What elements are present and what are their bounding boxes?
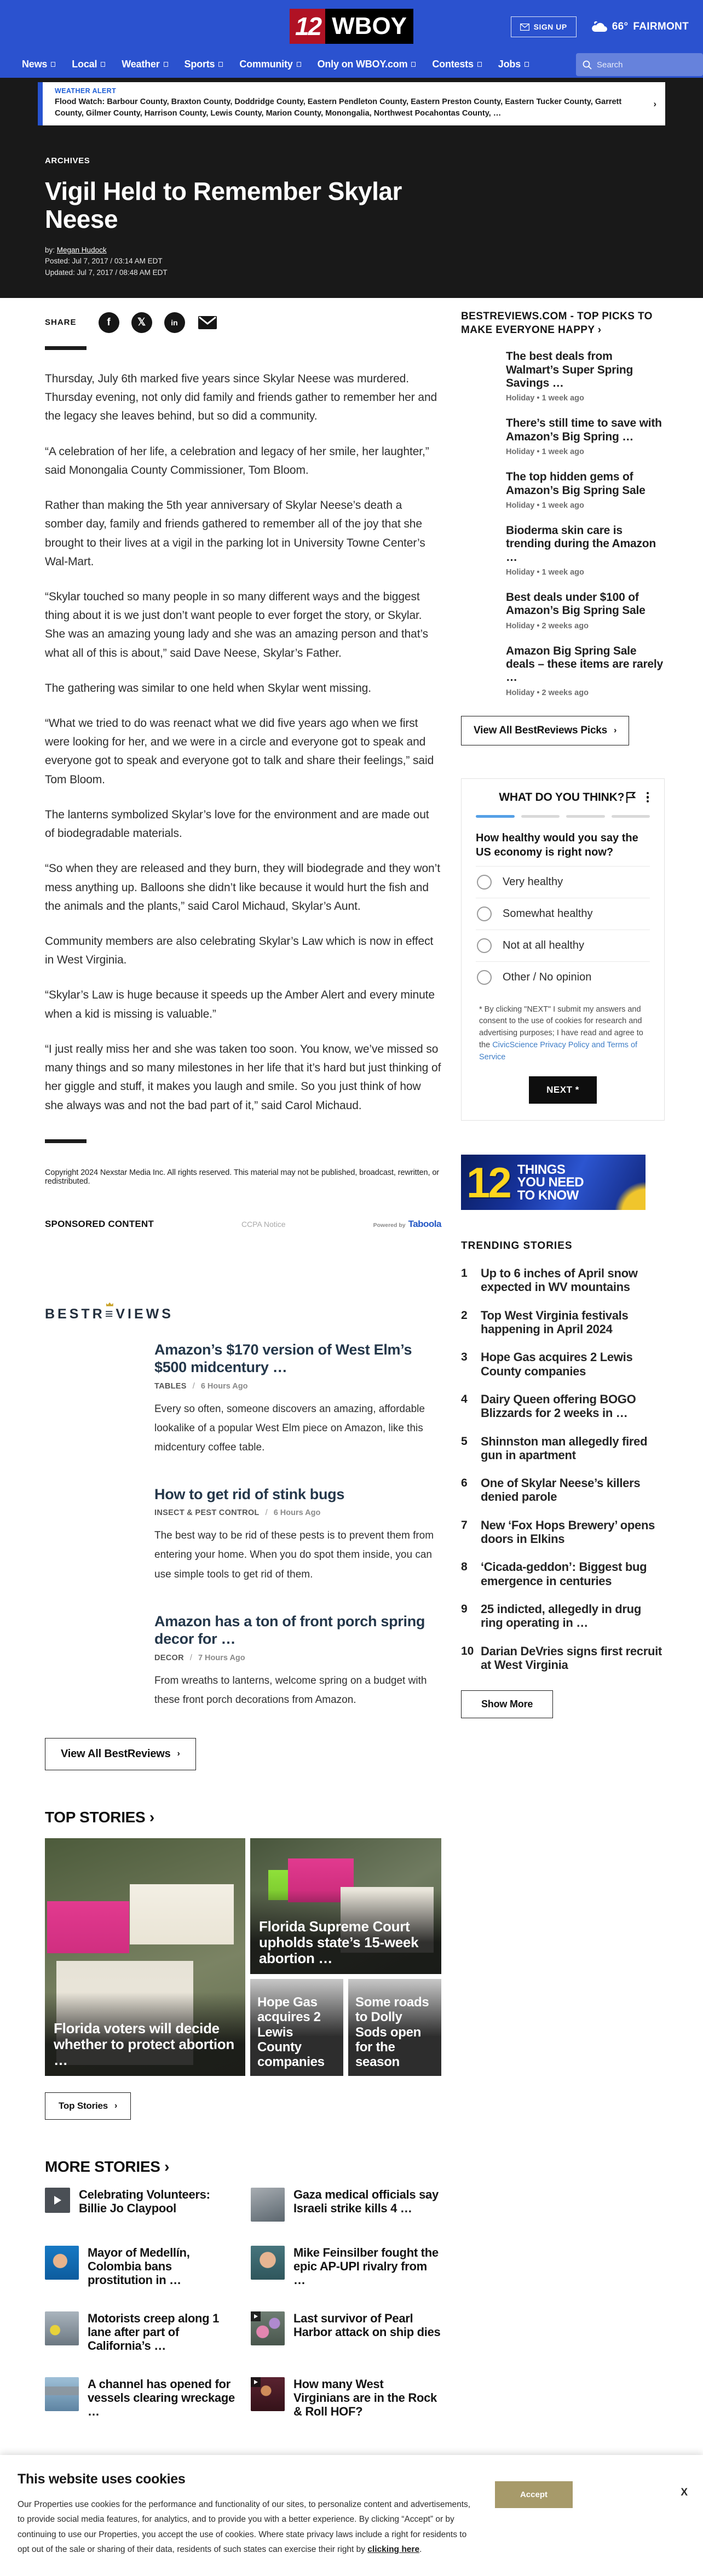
story-thumbnail xyxy=(45,2311,79,2345)
weather-alert-bar[interactable] xyxy=(38,82,665,125)
taboola-logo: Taboola xyxy=(408,1218,441,1229)
trending-item[interactable] xyxy=(461,1309,665,1336)
bestreviews-article-title[interactable]: Amazon has a ton of front porch spring decor for … xyxy=(154,1613,425,1648)
sidebar-item-title[interactable]: The best deals from Walmart’s Super Spring Savings … xyxy=(506,350,633,390)
page-title: Vigil Held to Remember Skylar Neese xyxy=(45,177,402,233)
dropdown-caret-icon xyxy=(51,62,55,67)
bestreviews-article-desc: Every so often, someone discovers an amazing, affordable lookalike of a popular West Elm piece on Amazon, like this midcentury coffee table. xyxy=(154,1403,425,1453)
banner-number: 12 xyxy=(466,1158,510,1207)
bestreviews-article-meta xyxy=(154,1382,441,1391)
search-input[interactable] xyxy=(597,60,684,70)
top-story-card[interactable] xyxy=(348,1979,441,2076)
linkedin-share-icon[interactable]: in xyxy=(164,312,185,333)
flag-icon[interactable] xyxy=(626,791,637,804)
cookie-heading: This website uses cookies xyxy=(18,2471,186,2487)
poll-option-label: Somewhat healthy xyxy=(503,907,593,920)
top-story-card[interactable] xyxy=(250,1979,343,2076)
weather-alert-text: Flood Watch: Barbour County, Braxton County, Doddridge County, Eastern Pendleton County, Eastern Preston County, Eastern Tucker County, Garrett County, Gilmer County, Harrison County, Lewis County, Marion County, Monongalia, Northwest Pocahontas County, … xyxy=(55,97,622,118)
article-paragraph: “Skylar’s Law is huge because it speeds up the Amber Alert and every minute when a kid is missing is valuable.” xyxy=(45,989,435,1020)
nav-item-sports[interactable]: Sports xyxy=(185,59,223,70)
story-title[interactable]: Mike Feinsilber fought the epic AP-UPI rivalry from … xyxy=(293,2245,439,2287)
trending-rank: 4 xyxy=(461,1392,468,1405)
list-item[interactable] xyxy=(45,2377,235,2419)
dropdown-caret-icon xyxy=(297,62,301,67)
progress-segment xyxy=(612,815,650,818)
bestreviews-article-title[interactable]: How to get rid of stink bugs xyxy=(154,1485,345,1502)
x-share-icon[interactable]: 𝕏 xyxy=(131,312,152,333)
list-item[interactable] xyxy=(45,2311,235,2353)
sidebar-item-title[interactable]: Best deals under $100 of Amazon’s Big Spring Sale xyxy=(506,590,646,617)
trending-title[interactable]: Dairy Queen offering BOGO Blizzards for 2 weeks in … xyxy=(481,1392,636,1420)
sidebar-item-meta: Holiday • 1 week ago xyxy=(506,447,584,457)
sidebar xyxy=(461,310,665,2449)
search-box[interactable] xyxy=(576,53,703,76)
sidebar-item[interactable] xyxy=(506,591,665,630)
view-all-bestreviews-button[interactable]: View All BestReviews › xyxy=(45,1738,196,1770)
list-item[interactable] xyxy=(251,2188,441,2222)
close-icon[interactable]: X xyxy=(681,2486,688,2498)
cookie-body-text: Our Properties use cookies for the performance and functionality of our sites, to personalize content and advertisements, to provide social media features, for analytics, and to provide you with a better experience. By clicking “Accept” or by continuing to use our Properties, you accept the use of cookies. Where state privacy laws include a right for residents to opt out of the sale or sharing of their data, residents of such states can exercise their right by clicking here. xyxy=(18,2499,471,2555)
poll-next-button[interactable]: NEXT * xyxy=(529,1076,597,1104)
station-logo-callsign: WBOY xyxy=(332,13,407,39)
civicscience-terms-link[interactable]: CivicScience Privacy Policy and Terms of Service xyxy=(479,1040,638,1062)
top-section xyxy=(0,0,703,298)
story-thumbnail xyxy=(251,2246,285,2280)
facebook-share-icon[interactable]: f xyxy=(99,312,119,333)
trending-title[interactable]: Shinnston man allegedly fired gun in apartment xyxy=(481,1434,648,1462)
story-title[interactable]: Mayor of Medellín, Colombia bans prostitution in … xyxy=(88,2245,190,2287)
masthead xyxy=(0,0,703,78)
trending-item[interactable] xyxy=(461,1435,665,1462)
trending-rank: 6 xyxy=(461,1477,468,1490)
article-paragraph: Thursday, July 6th marked five years since Skylar Neese was murdered. Thursday evening, not only did family and friends gather to remember her and the legacy she leaves behind, but so did a community. xyxy=(45,372,437,423)
list-item[interactable] xyxy=(251,2311,441,2353)
trending-rank: 1 xyxy=(461,1267,468,1280)
nav-item-only-on-wboy[interactable]: Only on WBOY.com xyxy=(318,59,416,70)
article-section-label: ARCHIVES xyxy=(45,156,90,166)
weather-alert-section xyxy=(0,78,703,137)
trending-title[interactable]: New ‘Fox Hops Brewery’ opens doors in Elkins xyxy=(481,1518,655,1546)
top-stories-right-column xyxy=(250,1838,441,2076)
story-title[interactable]: Motorists creep along 1 lane after part of California’s … xyxy=(88,2311,220,2353)
trending-item[interactable] xyxy=(461,1518,665,1546)
category-label[interactable]: TABLES xyxy=(154,1381,187,1391)
nav-items xyxy=(22,59,529,70)
play-icon xyxy=(251,2311,261,2321)
poll-option[interactable] xyxy=(476,898,650,930)
top-story-caption: Florida Supreme Court upholds state’s 15-week abortion … xyxy=(250,1890,441,1974)
trending-item[interactable] xyxy=(461,1392,665,1420)
view-all-bestreviews-picks-button[interactable]: View All BestReviews Picks › xyxy=(461,716,629,745)
article-header xyxy=(38,137,665,295)
clicking-here-link[interactable]: clicking here xyxy=(367,2545,420,2555)
sidebar-item-meta: Holiday • 1 week ago xyxy=(506,567,584,577)
story-thumbnail xyxy=(251,2188,285,2222)
banner-text: THINGS YOU NEED TO KNOW xyxy=(517,1162,584,1203)
bestreviews-logo[interactable] xyxy=(45,1306,441,1322)
bestreviews-article[interactable] xyxy=(154,1613,441,1709)
sidebar-item-title[interactable]: The top hidden gems of Amazon’s Big Spring Sale xyxy=(506,471,646,497)
nav-item-news[interactable]: News xyxy=(22,59,55,70)
kebab-menu-icon[interactable] xyxy=(646,791,650,804)
trending-item[interactable] xyxy=(461,1644,665,1672)
sidebar-item[interactable] xyxy=(506,417,665,456)
dropdown-caret-icon xyxy=(164,62,168,67)
bestreviews-article-meta xyxy=(154,1654,441,1662)
divider xyxy=(45,1139,87,1143)
sidebar-item-title[interactable]: There’s still time to save with Amazon’s Big Spring … xyxy=(506,417,662,443)
trending-list xyxy=(461,1266,665,1672)
story-title[interactable]: A channel has opened for vessels clearing wreckage … xyxy=(88,2377,235,2419)
top-story-card-main[interactable] xyxy=(45,1838,245,2076)
trending-rank: 8 xyxy=(461,1560,468,1574)
sidebar-item[interactable] xyxy=(506,524,665,577)
poll-header xyxy=(476,791,650,804)
updated-timestamp: Updated: Jul 7, 2017 / 08:48 AM EDT xyxy=(45,268,168,277)
poll-option-label: Not at all healthy xyxy=(503,939,584,951)
story-thumbnail xyxy=(45,2246,79,2280)
trending-item[interactable] xyxy=(461,1602,665,1630)
trending-title[interactable]: One of Skylar Neese’s killers denied parole xyxy=(481,1476,641,1504)
story-title[interactable]: Last survivor of Pearl Harbor attack on ship dies xyxy=(293,2311,441,2339)
timestamp: 6 Hours Ago xyxy=(273,1508,321,1518)
poll-option-label: Very healthy xyxy=(503,875,563,888)
search-icon xyxy=(583,60,592,70)
trending-title[interactable]: 25 indicted, allegedly in drug ring operating in … xyxy=(481,1602,641,1630)
trending-rank: 3 xyxy=(461,1351,468,1364)
byline-prefix: by: xyxy=(45,246,55,255)
story-thumbnail xyxy=(251,2311,285,2345)
poll-option[interactable] xyxy=(476,930,650,961)
dropdown-caret-icon xyxy=(411,62,416,67)
email-share-icon[interactable] xyxy=(197,312,218,333)
signup-label: SIGN UP xyxy=(533,22,567,31)
weather-widget[interactable] xyxy=(591,21,689,33)
bestreviews-article[interactable] xyxy=(154,1341,441,1457)
show-more-button[interactable]: Show More xyxy=(461,1690,553,1718)
sidebar-item[interactable] xyxy=(506,645,665,697)
trending-title[interactable]: ‘Cicada-geddon’: Biggest bug emergence in centuries xyxy=(481,1560,647,1588)
trending-title[interactable]: Hope Gas acquires 2 Lewis County companies xyxy=(481,1350,633,1378)
trending-title[interactable]: Darian DeVries signs first recruit at West Virginia xyxy=(481,1644,662,1672)
trending-rank: 9 xyxy=(461,1602,468,1615)
station-logo[interactable] xyxy=(290,9,413,44)
twelve-things-banner[interactable] xyxy=(461,1155,646,1210)
story-title[interactable]: Celebrating Volunteers: Billie Jo Claypool xyxy=(79,2187,210,2216)
more-stories-heading[interactable]: MORE STORIES › xyxy=(45,2158,170,2175)
radio-button[interactable] xyxy=(477,907,492,921)
poll-progress xyxy=(476,815,650,818)
powered-by-taboola[interactable] xyxy=(373,1219,441,1230)
list-item[interactable] xyxy=(251,2377,441,2419)
ad-placeholder xyxy=(45,1236,441,1306)
sidebar-item-title[interactable]: Amazon Big Spring Sale deals – these items are rarely … xyxy=(506,644,664,684)
trending-rank: 10 xyxy=(461,1644,474,1657)
trending-item[interactable] xyxy=(461,1560,665,1588)
bestreviews-logo-text: BESTR xyxy=(45,1306,105,1322)
bestreviews-article[interactable] xyxy=(154,1485,441,1584)
signup-button[interactable] xyxy=(511,16,577,37)
nav-item-contests[interactable]: Contests xyxy=(432,59,481,70)
nav-item-community[interactable]: Community xyxy=(239,59,301,70)
dropdown-caret-icon xyxy=(477,62,482,67)
bestreviews-article-desc: From wreaths to lanterns, welcome spring on a budget with these front porch decorations from Amazon. xyxy=(154,1674,427,1706)
sponsored-content-header xyxy=(45,1219,441,1230)
poll-option[interactable] xyxy=(476,961,650,993)
poll-disclaimer: * By clicking "NEXT" I submit my answers and consent to the use of cookies for research and advertising purposes; I have read and agree to the CivicScience Privacy Policy and Terms of Service xyxy=(479,1005,643,1062)
list-item[interactable] xyxy=(251,2246,441,2287)
chevron-right-icon[interactable]: › xyxy=(653,98,656,109)
bestreviews-article-meta xyxy=(154,1508,441,1517)
sidebar-item[interactable] xyxy=(506,350,665,403)
progress-segment xyxy=(566,815,605,818)
bestreviews-article-desc: The best way to be rid of these pests is to prevent them from entering your home. When you do spot them inside, you can use simple tools to get rid of them. xyxy=(154,1530,434,1580)
article-paragraph: The lanterns symbolized Skylar’s love for the environment and are made out of biodegradable materials. xyxy=(45,808,429,840)
dropdown-caret-icon xyxy=(218,62,223,67)
story-thumbnail xyxy=(45,2377,79,2411)
trending-item[interactable] xyxy=(461,1476,665,1504)
poll-title: WHAT DO YOU THINK? xyxy=(499,790,625,804)
radio-button[interactable] xyxy=(477,938,492,953)
envelope-icon xyxy=(520,24,529,31)
top-stories-button[interactable]: Top Stories › xyxy=(45,2092,131,2120)
meta-separator: / xyxy=(189,1653,192,1662)
story-thumbnail xyxy=(251,2377,285,2411)
nav-item-local[interactable]: Local xyxy=(72,59,105,70)
cloud-icon xyxy=(591,21,607,33)
share-label: SHARE xyxy=(45,318,77,328)
bestreviews-article-title[interactable]: Amazon’s $170 version of West Elm’s $500 midcentury … xyxy=(154,1341,412,1376)
powered-by-label: Powered by xyxy=(373,1221,406,1229)
byline xyxy=(45,245,665,278)
trending-stories-heading: TRENDING STORIES xyxy=(461,1240,573,1252)
top-story-caption: Hope Gas acquires 2 Lewis County companies xyxy=(250,1979,343,2076)
chevron-right-icon: › xyxy=(614,725,617,735)
main-column xyxy=(45,310,441,2449)
masthead-row-top xyxy=(0,8,703,50)
play-icon xyxy=(251,2377,261,2387)
article-paragraph: “Skylar touched so many people in so many different ways and the biggest thing about it is we just don’t want people to ever forget the story, or Skylar. She was an amazing young lady and she was an amazing person and that’s what all of this is about,” said Dave Neese, Skylar’s Father. xyxy=(45,590,429,659)
trending-title[interactable]: Top West Virginia festivals happening in April 2024 xyxy=(481,1308,629,1336)
meta-separator: / xyxy=(192,1381,195,1391)
list-item[interactable] xyxy=(45,2246,235,2287)
sidebar-item-meta: Holiday • 2 weeks ago xyxy=(506,688,589,697)
story-title[interactable]: Gaza medical officials say Israeli strike kills 4 … xyxy=(293,2187,439,2216)
bestreviews-logo-e: ≡ xyxy=(105,1306,116,1322)
radio-button[interactable] xyxy=(477,875,492,890)
posted-timestamp: Posted: Jul 7, 2017 / 03:14 AM EDT xyxy=(45,257,163,266)
trending-title[interactable]: Up to 6 inches of April snow expected in WV mountains xyxy=(481,1266,638,1294)
chevron-right-icon: › xyxy=(177,1749,180,1759)
top-stories-grid xyxy=(45,1838,441,2076)
nav-item-jobs[interactable]: Jobs xyxy=(498,59,529,70)
list-item[interactable] xyxy=(45,2188,235,2222)
sponsored-content-label: SPONSORED CONTENT xyxy=(45,1218,154,1229)
cookie-consent-bar xyxy=(0,2455,703,2576)
station-logo-number: 12 xyxy=(290,9,325,44)
poll-option[interactable] xyxy=(476,866,650,898)
trending-rank: 2 xyxy=(461,1309,468,1322)
content-container xyxy=(38,298,665,2449)
nav-item-weather[interactable]: Weather xyxy=(122,59,168,70)
poll-question: How healthy would you say the US economy is right now? xyxy=(476,831,638,858)
bestreviews-logo-text: VIEWS xyxy=(116,1306,174,1322)
story-title[interactable]: How many West Virginians are in the Rock & Roll HOF? xyxy=(293,2377,437,2419)
masthead-right-cluster xyxy=(511,16,689,37)
category-label[interactable]: DECOR xyxy=(154,1653,184,1662)
copyright-notice: Copyright 2024 Nexstar Media Inc. All rights reserved. This material may not be published, broadcast, rewritten, or redistributed. xyxy=(45,1168,440,1186)
article-paragraph: Rather than making the 5th year anniversary of Skylar Neese’s death a somber day, family and friends gathered to remember all of the joy that she brought to their lives at a vigil in the parking lot in University Towne Center’s Wal-Mart. xyxy=(45,499,425,568)
trending-rank: 7 xyxy=(461,1518,468,1531)
progress-segment xyxy=(521,815,560,818)
share-row xyxy=(45,312,441,333)
radio-button[interactable] xyxy=(477,970,492,985)
article-paragraph: “What we tried to do was reenact what we did five years ago when we first were looking for her, and we were in a circle and everyone got to speak and everyone got to speak and everyone got to talk and share their feelings,” said Tom Bloom. xyxy=(45,717,434,786)
poll-option-label: Other / No opinion xyxy=(503,971,592,983)
article-body xyxy=(45,370,441,1115)
article-paragraph: “A celebration of her life, a celebration and legacy of her smile, her laughter,” said Monongalia County Commissioner, Tom Bloom. xyxy=(45,445,429,477)
nav-bar xyxy=(0,50,703,78)
sidebar-item-meta: Holiday • 2 weeks ago xyxy=(506,621,589,630)
trending-item[interactable] xyxy=(461,1266,665,1294)
sidebar-item[interactable] xyxy=(506,471,665,510)
ccpa-notice-link[interactable]: CCPA Notice xyxy=(241,1219,286,1229)
meta-separator: / xyxy=(265,1508,268,1518)
trending-rank: 5 xyxy=(461,1435,468,1448)
top-stories-small-row xyxy=(250,1979,441,2076)
sidebar-item-meta: Holiday • 1 week ago xyxy=(506,394,584,403)
temperature-value: 66° xyxy=(612,21,629,32)
category-label[interactable]: INSECT & PEST CONTROL xyxy=(154,1508,260,1518)
chevron-right-icon: › xyxy=(114,2101,118,2110)
divider xyxy=(45,346,87,350)
sidebar-bestreviews-heading[interactable]: BESTREVIEWS.COM - TOP PICKS TO MAKE EVERYONE HAPPY › xyxy=(461,310,653,336)
dropdown-caret-icon xyxy=(525,62,529,67)
author-link[interactable]: Megan Hudock xyxy=(56,246,107,255)
progress-segment-active xyxy=(476,815,515,818)
accept-cookies-button[interactable]: Accept xyxy=(495,2481,573,2508)
article-paragraph: “So when they are released and they burn, they will biodegrade and they won’t mess anything up. Balloons she didn’t like because it would hurt the fish and the animals and the plants,” said Carol Michaud, Skylar’s Aunt. xyxy=(45,862,440,913)
top-story-caption: Florida voters will decide whether to protect abortion … xyxy=(45,1992,245,2076)
weather-city: FAIRMONT xyxy=(633,21,689,32)
play-icon xyxy=(45,2188,70,2213)
weather-alert-label: WEATHER ALERT xyxy=(55,87,117,95)
article-paragraph: “I just really miss her and she was taken too soon. You know, we’ve missed so many things and so many milestones in her life that it’s hard but just thinking of her giggle and stuff, it makes you laugh and smile. So you just think of how she always was and not the bad part of it,” said Carol Michaud. xyxy=(45,1042,441,1112)
top-story-caption: Some roads to Dolly Sods open for the season xyxy=(348,1979,441,2076)
more-stories-grid xyxy=(45,2188,441,2419)
sidebar-item-title[interactable]: Bioderma skin care is trending during the Amazon … xyxy=(506,524,656,564)
timestamp: 6 Hours Ago xyxy=(200,1381,248,1391)
top-story-card[interactable] xyxy=(250,1838,441,1974)
dropdown-caret-icon xyxy=(101,62,105,67)
timestamp: 7 Hours Ago xyxy=(198,1653,245,1662)
poll-widget xyxy=(461,778,665,1121)
article-paragraph: Community members are also celebrating Skylar’s Law which is now in effect in West Virginia. xyxy=(45,935,434,967)
top-stories-heading[interactable]: TOP STORIES › xyxy=(45,1808,154,1826)
sidebar-item-meta: Holiday • 1 week ago xyxy=(506,501,584,510)
article-paragraph: The gathering was similar to one held when Skylar went missing. xyxy=(45,681,371,695)
trending-item[interactable] xyxy=(461,1350,665,1378)
